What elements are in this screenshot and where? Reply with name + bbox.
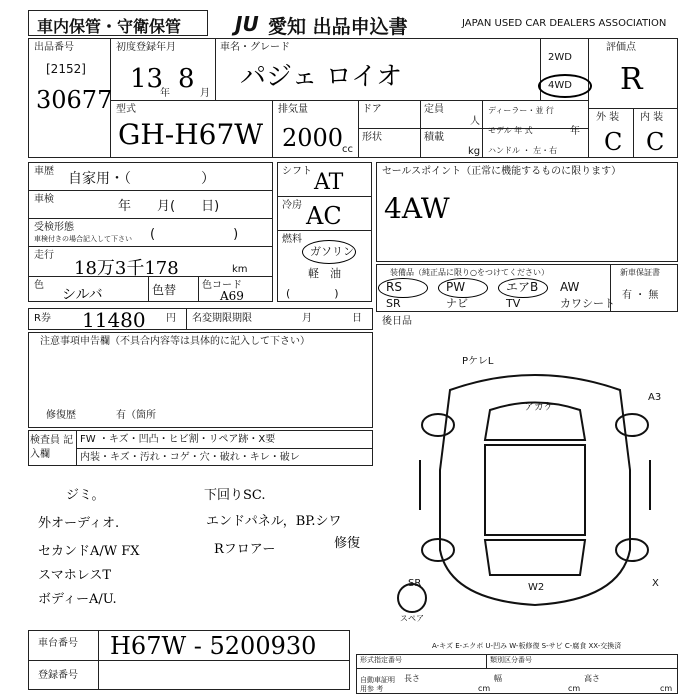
shift-value: AT: [314, 170, 344, 195]
color-code-value: A69: [220, 289, 244, 303]
drive-4wd: 4WD: [548, 80, 572, 91]
deadline-month: 月: [302, 313, 312, 324]
warranty-value: 有 ・ 無: [622, 290, 659, 301]
width-label: 幅: [494, 674, 502, 683]
handwritten-note: セカンドA/W FX: [38, 544, 140, 559]
warranty-label: 新車保証書: [620, 268, 660, 277]
model-name: パジェ ロイオ: [240, 62, 403, 92]
diagram-label-sr: SR: [408, 578, 422, 589]
inspector-row1: FW ・キズ・凹凸・ヒビ割・リペア跡・X要: [80, 434, 276, 445]
diagram-label-front: PケレL: [462, 356, 494, 367]
history-value: 自家用・（ ）: [68, 171, 215, 187]
equipment-bottom-item-3: カワシート: [560, 297, 615, 310]
lot-number: 30677: [36, 86, 113, 114]
repair-label: 修復歴: [46, 410, 76, 421]
recycle-label: R券: [34, 313, 51, 324]
handwritten-note: Rフロアー: [214, 542, 276, 557]
equipment-bottom-item-2: TV: [506, 297, 521, 310]
capacity-unit: 人: [470, 116, 480, 127]
drive-2wd: 2WD: [548, 52, 572, 63]
month-unit: 月: [200, 88, 210, 99]
load-label: 積載: [424, 132, 444, 143]
type-label: 型式: [116, 104, 136, 115]
fuel-gasoline: ガソリン: [310, 245, 354, 258]
acceptance-label: 受検形態: [34, 222, 74, 233]
handwritten-note: 外オーディオ.: [38, 516, 120, 531]
mileage-label: 走行: [34, 250, 54, 261]
first-reg-label: 初度登録年月: [116, 42, 176, 53]
handwritten-note: エンドパネル，BP.シワ: [206, 514, 342, 529]
first-reg-year: 13: [130, 64, 164, 94]
acceptance-sub: 車検付きの場合記入して下さい: [34, 235, 132, 243]
equipment-item-2: エアB: [506, 280, 539, 294]
title-box: [28, 10, 208, 36]
diagram-label-roof: アカケ: [524, 402, 554, 413]
selling-points-value: 4AW: [384, 192, 450, 225]
equipment-bottom-item-0: SR: [386, 297, 401, 310]
handle-label: ハンドル ・ 左・右: [488, 146, 558, 155]
ext-label: 外 装: [596, 112, 620, 123]
damage-legend: A-キズ E-エクボ U-凹み W-板修復 S-サビ C-腐食 XX-交換済: [432, 642, 622, 650]
lot-label: 出品番号: [34, 42, 74, 53]
ju-logo: JU: [235, 12, 259, 36]
int-label: 内 装: [640, 112, 664, 123]
height-unit: cm: [660, 684, 673, 693]
back-label: 後日品: [382, 316, 412, 327]
model-year-label: モデル 年 式: [488, 126, 533, 135]
int-grade: C: [646, 128, 665, 156]
cert-label: 自動車証明用参 考: [360, 676, 395, 693]
diagram-label-x: X: [652, 578, 659, 589]
color-change-label: 色替: [152, 283, 177, 297]
equipment-circle-2: [498, 278, 548, 298]
door-label: ドア: [362, 104, 382, 115]
handwritten-note: ボディーA/U.: [38, 592, 117, 607]
color-code-label: 色コード: [202, 280, 242, 291]
chassis-value: H67W - 5200930: [110, 632, 317, 660]
equipment-item-3: AW: [560, 280, 580, 294]
inspection-value: 年 月( 日): [118, 199, 220, 214]
class-label: 類別区分番号: [490, 656, 532, 664]
notes-label: 注意事項申告欄（不具合内容等は具体的に記入して下さい）: [40, 336, 310, 347]
mileage-unit: km: [232, 264, 248, 275]
equipment-item-1: PW: [446, 280, 466, 294]
car-diagram: [390, 350, 680, 640]
equipment-circle-0: [378, 278, 428, 298]
dealer-label: ディーラー・並 行: [488, 106, 554, 115]
acceptance-value: ( ): [150, 227, 239, 242]
equipment-item-0: RS: [386, 280, 402, 294]
recycle-value: 11480: [82, 308, 146, 332]
form-label: 形式指定番号: [360, 656, 402, 664]
deadline-label: 名変期限期限: [192, 313, 252, 324]
length-unit: cm: [478, 684, 491, 693]
score-label: 評価点: [606, 42, 636, 53]
fuel-gasoline-circle: [302, 240, 356, 264]
height-label: 高さ: [584, 674, 600, 683]
first-reg-month: 8: [178, 64, 195, 94]
diagram-label-right: A3: [648, 392, 662, 403]
ac-value: AC: [306, 202, 342, 230]
spare-label: スペア: [400, 614, 424, 623]
handwritten-note: 下回りSC.: [204, 488, 266, 503]
capacity-label: 定員: [424, 104, 444, 115]
load-unit: kg: [468, 146, 481, 157]
ext-grade: C: [604, 128, 623, 156]
model-name-label: 車名・グレード: [220, 42, 290, 53]
equipment-circle-1: [438, 278, 488, 298]
shape-label: 形状: [362, 132, 382, 143]
recycle-unit: 円: [166, 313, 176, 324]
mileage-value: 18万3千178: [74, 258, 179, 279]
lot-small: [2152]: [46, 62, 86, 76]
chassis-label: 車台番号: [38, 638, 78, 649]
inspector-label: 検査員 記入欄: [30, 435, 74, 460]
title-box-text: 車内保管・守衛保管: [37, 17, 182, 36]
inspection-label: 車検: [34, 194, 54, 205]
color-value: シルバ: [62, 287, 103, 303]
color-label: 色: [34, 280, 44, 291]
handwritten-note: 修復: [334, 536, 361, 551]
reg-label: 登録番号: [38, 670, 78, 681]
equipment-bottom-item-1: ナビ: [446, 297, 468, 310]
history-label: 車歴: [34, 166, 54, 177]
type-value: GH-H67W: [118, 118, 264, 151]
deadline-day: 日: [352, 313, 362, 324]
model-year-unit: 年: [570, 126, 580, 137]
displacement-value: 2000: [282, 124, 344, 152]
cc-unit: cc: [342, 144, 353, 155]
org-subtitle: JAPAN USED CAR DEALERS ASSOCIATION: [462, 18, 667, 29]
score-value: R: [620, 62, 643, 97]
handwritten-note: スマホレスT: [38, 568, 112, 583]
diagram-label-w2: W2: [528, 582, 545, 593]
drive-4wd-circle: [538, 74, 592, 98]
equipment-label: 装備品（純正品に限り○をつけてください）: [390, 268, 549, 277]
fuel-diesel: 軽 油: [308, 267, 341, 280]
org-title: 愛知 出品申込書: [268, 16, 408, 38]
fuel-label: 燃料: [282, 234, 302, 245]
selling-points-label: セールスポイント（正常に機能するものに限ります）: [382, 166, 622, 177]
inspector-row2: 内装・キズ・汚れ・コゲ・穴・破れ・キレ・破レ: [80, 452, 300, 463]
width-unit: cm: [568, 684, 581, 693]
length-label: 長さ: [404, 674, 420, 683]
displacement-label: 排気量: [278, 104, 308, 115]
ac-label: 冷房: [282, 200, 302, 211]
year-unit: 年: [160, 88, 170, 99]
handwritten-note: ジミ。: [66, 488, 105, 503]
shift-label: シフト: [282, 166, 312, 177]
fuel-paren: ( ): [286, 287, 339, 300]
repair-value: 有（箇所: [116, 410, 156, 421]
